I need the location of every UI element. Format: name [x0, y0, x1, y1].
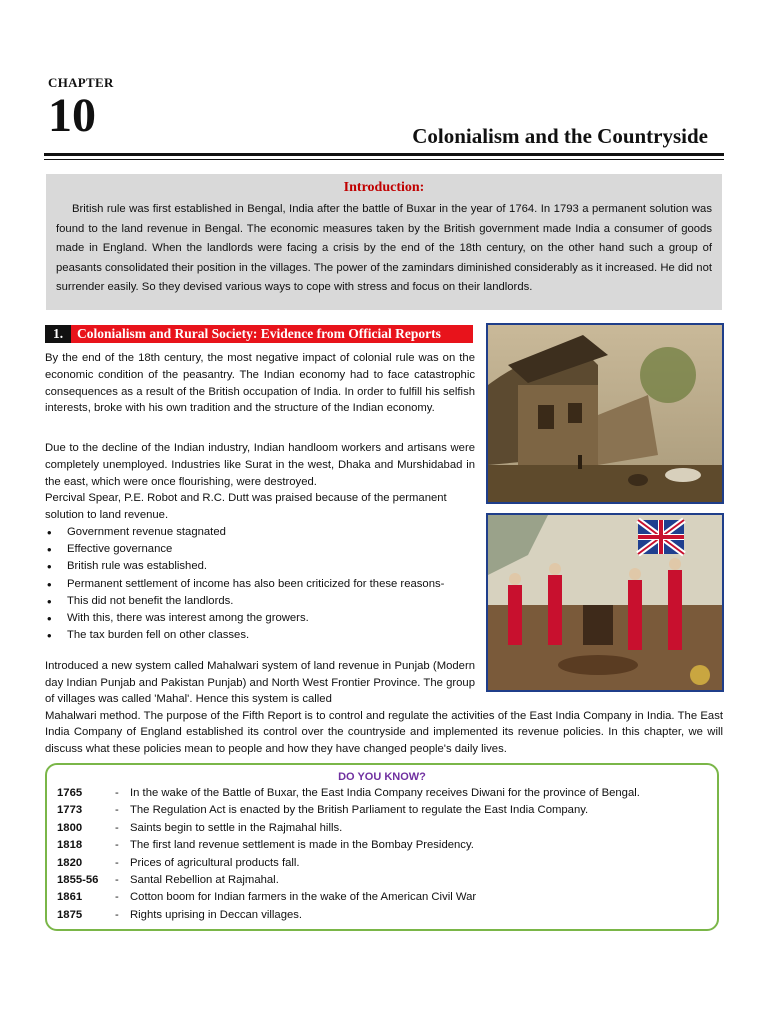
section-paragraph-1: By the end of the 18th century, the most negative impact of colonial rule was on the economic condition of the peasantry. The Indian economy had to face catastrophic consequences as a result of the British occupation of India. In order to fulfill his selfish interests, broke with his own tradition and the structure of the Indian economy.: [45, 352, 475, 415]
village-painting-svg: [488, 325, 722, 502]
introduction-box: [46, 174, 722, 310]
timeline-row: [57, 907, 707, 924]
timeline-year: 1861: [57, 891, 83, 904]
timeline-row: [57, 889, 707, 906]
timeline-dash: -: [115, 839, 119, 852]
section-paragraph-2-group: [45, 440, 475, 524]
timeline-year: 1765: [57, 787, 83, 799]
list-item: • Effective governance: [45, 541, 475, 558]
timeline-year: 1855-56: [57, 873, 99, 886]
list-item: • With this, there was interest among the growers.: [45, 610, 475, 627]
introduction-heading: Introduction:: [343, 180, 425, 195]
do-you-know-title: DO YOU KNOW?: [338, 771, 426, 783]
timeline-dash: -: [115, 873, 119, 886]
timeline-row: [57, 855, 707, 872]
introduction-text: British rule was first established in Bengal, India after the battle of Buxar in the year of 1764. In 1793 a permanent solution was found to the land revenue in Bengal. The economic measures taken by the British government made India a consumer of goods made in England. When the landlords were facing a crisis by the end of the 18th century, on the other hand such a group of peasants consolidated their position in the villages. The power of the zamindars diminished considerably as it increased. He did not surrender easily. So they devised various ways to cope with stress and focus on their landlords.: [56, 203, 712, 293]
timeline-row: [57, 872, 707, 889]
timeline-event: In the wake of the Battle of Buxar, the East India Company receives Diwani for the province of Bengal.: [130, 787, 640, 799]
timeline-dash: -: [115, 908, 119, 921]
section-paragraph-3-narrow: Introduced a new system called Mahalwari system of land revenue in Punjab (Modern day Indian Punjab and Pakistan Punjab) and North West Frontier Province. The group of villages was called 'Mahal'. Hence this system is called: [45, 660, 475, 706]
timeline-row: [57, 820, 707, 837]
section-paragraph-3-wide: Mahalwari method. The purpose of the Fifth Report is to control and regulate the activities of the East India Company in India. The East India Company of England established its control over the countryside and implemented its revenue policies. In this chapter, we will discuss what these policies mean to people and how they have changed people's daily lives.: [45, 709, 723, 755]
timeline-dash: -: [115, 856, 119, 869]
timeline-year: 1773: [57, 804, 83, 817]
timeline-dash: -: [115, 891, 119, 904]
chapter-label: CHAPTER: [48, 75, 114, 90]
timeline-year: 1800: [57, 821, 83, 834]
battle-painting-image: [486, 513, 724, 692]
village-painting-image: [486, 323, 724, 504]
section-paragraph-2b: Percival Spear, P.E. Robot and R.C. Dutt was praised because of the permanent solution to land revenue.: [45, 492, 447, 522]
chapter-number: 10: [48, 89, 96, 142]
timeline-event: Saints begin to settle in the Rajmahal hills.: [130, 821, 343, 834]
section-heading: [45, 325, 473, 343]
reasons-list: [45, 524, 475, 644]
list-item: • This did not benefit the landlords.: [45, 593, 475, 610]
section-number: 1.: [45, 325, 71, 343]
timeline-year: 1820: [57, 856, 83, 869]
title-rule-thin: [44, 159, 724, 160]
timeline-year: 1818: [57, 839, 83, 852]
list-item: • Permanent settlement of income has also been criticized for these reasons-: [45, 576, 475, 593]
section-paragraph-2: Due to the decline of the Indian industry, Indian handloom workers and artisans were completely unemployed. Industries like Surat in the west, Dhaka and Murshidabad in the east, which were once flourishing, were destroyed.: [45, 442, 475, 488]
timeline-dash: -: [115, 787, 119, 799]
timeline-event: Rights uprising in Deccan villages.: [130, 908, 303, 921]
timeline-dash: -: [115, 804, 119, 817]
timeline-row: [57, 837, 707, 854]
timeline-row: [57, 785, 707, 802]
do-you-know-box: [45, 763, 719, 931]
timeline-year: 1875: [57, 908, 83, 921]
timeline-event: Prices of agricultural products fall.: [130, 856, 300, 869]
list-item: • British rule was established.: [45, 558, 475, 575]
list-item: • Government revenue stagnated: [45, 524, 475, 541]
timeline-row: [57, 802, 707, 819]
timeline-event: Santal Rebellion at Rajmahal.: [130, 873, 279, 886]
timeline-event: The Regulation Act is enacted by the British Parliament to regulate the East India Company.: [130, 804, 589, 817]
list-item: • The tax burden fell on other classes.: [45, 627, 475, 644]
timeline-event: Cotton boom for Indian farmers in the wake of the American Civil War: [130, 891, 477, 904]
chapter-title: Colonialism and the Countryside: [412, 124, 708, 148]
timeline-dash: -: [115, 821, 119, 834]
battle-painting-svg: [488, 515, 722, 690]
title-rule-thick: [44, 153, 724, 156]
section-title: Colonialism and Rural Society: Evidence from Official Reports: [77, 326, 441, 341]
timeline-event: The first land revenue settlement is made in the Bombay Presidency.: [130, 839, 474, 852]
